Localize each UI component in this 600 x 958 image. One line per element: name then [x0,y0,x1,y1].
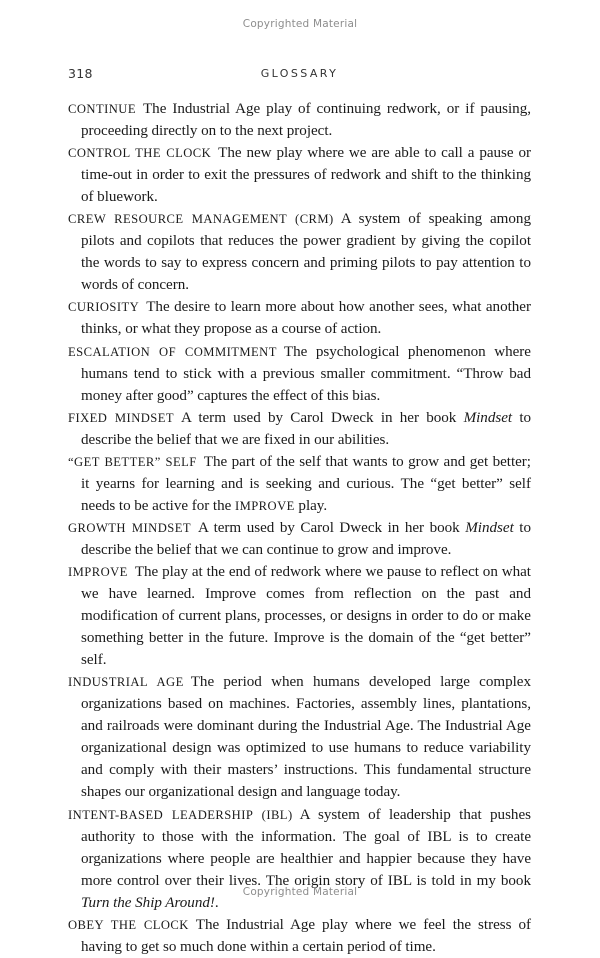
glossary-definition: The desire to learn more about how another sees, what another thinks, or what they propose as a course of action. [81,299,531,338]
glossary-entry [68,517,531,561]
definition-text: to describe the belief that we can continue to grow and improve. [81,519,531,558]
glossary-entry [68,914,531,958]
glossary-term-abbreviation: (IBL) [261,807,293,822]
glossary-entry [68,208,531,296]
glossary-term: CREW RESOURCE MANAGEMENT [68,212,288,227]
glossary-term: CONTROL THE CLOCK [68,146,212,161]
definition-text: to describe the belief that we are fixed in our abilities. [81,409,532,448]
definition-text: The part of the self that wants to grow and get better; it yearns for learning and is seeking and curious. The “get better” self needs to be active for the [81,453,531,514]
glossary-term: GROWTH MINDSET [68,520,191,535]
glossary-definition: A system of speaking among pilots and copilots that reduces the power gradient by giving the copilot the words to say to express concern and priming pilots to pay attention to words of concern. [81,211,531,294]
glossary-definition: The period when humans developed large complex organizations based on machines. Factories, assembly lines, plantations, and railroads were dominant during the Industrial Age. The Industrial Age organizational design was optimized to use humans to reduce variability and comply with their masters’ instructions. This fundamental structure shapes our organizational design and language today. [81,674,532,801]
glossary-definition: The new play where we are able to call a pause or time-out in order to exit the pressures of redwork and shift to the thinking of bluework. [81,145,532,206]
glossary-term: ESCALATION OF COMMITMENT [68,344,277,359]
glossary-entry [68,407,531,451]
glossary-entry [68,671,531,803]
glossary-entry [68,561,531,671]
chapter-title: GLOSSARY [260,67,339,80]
glossary-term: INDUSTRIAL AGE [68,675,184,690]
glossary-term: OBEY THE CLOCK [68,917,189,932]
copyright-watermark-bottom: Copyrighted Material [242,886,358,898]
definition-text: play. [294,497,328,514]
glossary-entry [68,142,531,208]
glossary-cross-reference: IMPROVE [234,498,295,513]
definition-text: A system of leadership that pushes authority to those with the information. The goal of IBL is to create organizations where people are healthier and happier because they have more control over their lives. The origin story of IBL is told in my book [81,806,531,889]
definition-text: . [214,894,219,911]
glossary-term: “GET BETTER” SELF [68,454,197,469]
definition-text: A term used by Carol Dweck in her book [197,519,466,536]
glossary-term: CURIOSITY [68,300,140,315]
definition-text: A term used by Carol Dweck in her book [181,409,464,426]
glossary-entry [68,98,531,142]
glossary-definition: The Industrial Age play of continuing redwork, or if pausing, proceeding directly on to the next project. [81,101,531,140]
book-title: Mindset [463,409,513,426]
glossary-definition: The Industrial Age play where we feel the stress of having to get so much done within a certain period of time. [81,916,531,955]
page-number: 318 [68,66,93,81]
running-head [68,66,531,82]
glossary-entry [68,296,531,340]
glossary-definition: The psychological phenomenon where humans tend to stick with a previous smaller commitment. “Throw bad money after good” captures the effect of this bias. [81,343,531,404]
glossary-term: IMPROVE [68,564,128,579]
book-title: Mindset [465,519,514,536]
glossary-term: CONTINUE [68,102,136,116]
glossary-entry [68,341,531,407]
book-title: Turn the Ship Around! [81,894,215,911]
glossary-entry [68,451,531,517]
glossary-term: FIXED MINDSET [68,410,175,425]
glossary-entry-list [68,98,531,958]
glossary-term-abbreviation: (CRM) [295,212,334,227]
glossary-definition: The play at the end of redwork where we pause to reflect on what we have learned. Improve comes from reflection on the past and modification of current plans, processes, or designs in order to do or make something better in the future. Improve is the domain of the “get better” self. [81,563,531,669]
glossary-term: INTENT-BASED LEADERSHIP [68,807,254,822]
copyright-watermark-top: Copyrighted Material [242,18,358,30]
